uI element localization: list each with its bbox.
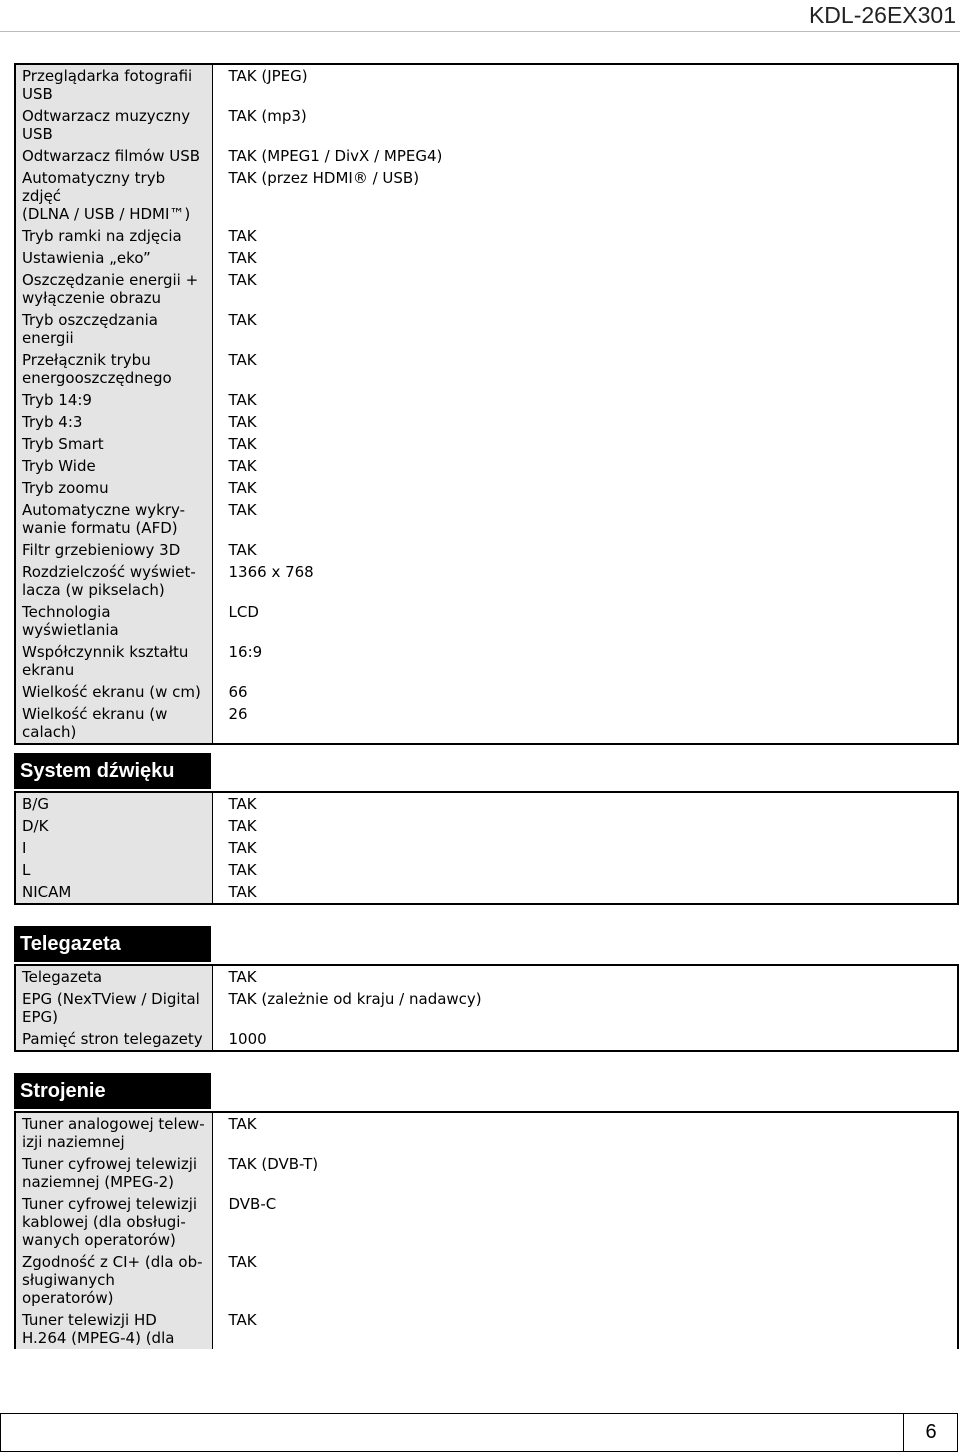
spec-row (15, 641, 958, 681)
spec-row (15, 561, 958, 601)
spec-label: Oszczędzanie energii + wyłączenie obrazu (15, 269, 212, 309)
spec-value: TAK (228, 479, 257, 497)
spec-label: NICAM (15, 881, 212, 904)
spec-label: Odtwarzacz filmów USB (15, 145, 212, 167)
spec-label: Tryb Wide (15, 455, 212, 477)
section-title-teletext: Telegazeta (14, 926, 211, 962)
spec-label: Tryb Smart (15, 433, 212, 455)
spec-value: TAK (228, 501, 257, 519)
spec-label: Tryb oszczędzania energii (15, 309, 212, 349)
header-rule (0, 31, 960, 32)
spec-label: Zgodność z CI+ (dla ob- sługiwanych operatorów) (15, 1251, 212, 1309)
spec-row (15, 1251, 958, 1309)
section-title-tuning: Strojenie (14, 1073, 211, 1109)
spec-row (15, 539, 958, 561)
spec-value: TAK (228, 391, 257, 409)
spec-label: Automatyczny tryb zdjęć (DLNA / USB / HDMI™) (15, 167, 212, 225)
spec-value: TAK (228, 413, 257, 431)
spec-row (15, 411, 958, 433)
spec-row (15, 1112, 958, 1153)
spec-value: TAK (228, 227, 257, 245)
page-number: 6 (925, 1421, 937, 1443)
spec-label: Tryb 4:3 (15, 411, 212, 433)
spec-label: Wielkość ekranu (w calach) (15, 703, 212, 744)
spec-value: TAK (228, 817, 257, 835)
spec-label: Tuner telewizji HD H.264 (MPEG-4) (dla (15, 1309, 212, 1349)
spec-value: TAK (228, 311, 257, 329)
spec-table-features (14, 63, 959, 745)
spec-label: Współczynnik kształtu ekranu (15, 641, 212, 681)
spec-value: TAK (228, 249, 257, 267)
spec-value: TAK (228, 861, 257, 879)
spec-row (15, 837, 958, 859)
spec-value: TAK (DVB-T) (228, 1155, 319, 1173)
spec-row (15, 965, 958, 988)
spec-label: Tuner analogowej telew- izji naziemnej (15, 1112, 212, 1153)
spec-row (15, 105, 958, 145)
spec-value: 1366 x 768 (228, 563, 314, 581)
spec-row (15, 681, 958, 703)
spec-label: Wielkość ekranu (w cm) (15, 681, 212, 703)
spec-table-tuning (14, 1111, 959, 1349)
spec-value: TAK (MPEG1 / DivX / MPEG4) (228, 147, 443, 165)
spec-label: Technologia wyświetlania (15, 601, 212, 641)
spec-label: Tryb ramki na zdjęcia (15, 225, 212, 247)
spec-value: DVB-C (228, 1195, 277, 1213)
spec-label: Pamięć stron telegazety (15, 1028, 212, 1051)
spec-value: TAK (mp3) (228, 107, 307, 125)
spec-row (15, 433, 958, 455)
spec-value: TAK (przez HDMI® / USB) (228, 169, 420, 187)
spec-row (15, 815, 958, 837)
spec-row (15, 499, 958, 539)
spec-label: Tuner cyfrowej telewizji naziemnej (MPEG-2) (15, 1153, 212, 1193)
spec-row (15, 1028, 958, 1051)
spec-row (15, 881, 958, 904)
spec-value: TAK (228, 1253, 257, 1271)
spec-label: Filtr grzebieniowy 3D (15, 539, 212, 561)
spec-value: TAK (zależnie od kraju / nadawcy) (228, 990, 482, 1008)
spec-table-teletext (14, 964, 959, 1052)
spec-value: 1000 (228, 1030, 267, 1048)
section-title-sound: System dźwięku (14, 753, 211, 789)
spec-value: TAK (228, 795, 257, 813)
spec-value: TAK (228, 1311, 257, 1329)
spec-row (15, 792, 958, 815)
spec-label: Automatyczne wykry- wanie formatu (AFD) (15, 499, 212, 539)
spec-value: TAK (JPEG) (228, 67, 308, 85)
spec-label: Przeglądarka fotografii USB (15, 64, 212, 105)
spec-row (15, 1153, 958, 1193)
spec-label: Przełącznik trybu energooszczędnego (15, 349, 212, 389)
spec-row (15, 988, 958, 1028)
spec-label: Telegazeta (15, 965, 212, 988)
model-number: KDL-26EX301 (808, 2, 956, 28)
spec-row (15, 1309, 958, 1349)
spec-label: Tuner cyfrowej telewizji kablowej (dla obsługi- wanych operatorów) (15, 1193, 212, 1251)
spec-value: TAK (228, 457, 257, 475)
page-footer (0, 1413, 958, 1452)
spec-label: Odtwarzacz muzyczny USB (15, 105, 212, 145)
spec-value: TAK (228, 351, 257, 369)
spec-row (15, 167, 958, 225)
spec-value: TAK (228, 541, 257, 559)
spec-row (15, 225, 958, 247)
spec-value: TAK (228, 435, 257, 453)
spec-label: B/G (15, 792, 212, 815)
spec-row (15, 349, 958, 389)
spec-table-sound (14, 791, 959, 905)
spec-value: LCD (228, 603, 259, 621)
spec-value: 26 (228, 705, 248, 723)
spec-row (15, 389, 958, 411)
spec-row (15, 145, 958, 167)
spec-row (15, 601, 958, 641)
spec-row (15, 269, 958, 309)
spec-row (15, 859, 958, 881)
spec-label: EPG (NexTView / Digital EPG) (15, 988, 212, 1028)
spec-label: Rozdzielczość wyświet- lacza (w pikselach) (15, 561, 212, 601)
spec-value: TAK (228, 1115, 257, 1133)
spec-row (15, 247, 958, 269)
spec-row (15, 309, 958, 349)
spec-value: TAK (228, 271, 257, 289)
spec-value: TAK (228, 883, 257, 901)
spec-value: 16:9 (228, 643, 263, 661)
spec-row (15, 1193, 958, 1251)
spec-label: Ustawienia „eko” (15, 247, 212, 269)
spec-label: L (15, 859, 212, 881)
spec-value: TAK (228, 968, 257, 986)
spec-row (15, 64, 958, 105)
spec-label: I (15, 837, 212, 859)
spec-label: Tryb zoomu (15, 477, 212, 499)
spec-value: 66 (228, 683, 248, 701)
spec-row (15, 703, 958, 744)
spec-value: TAK (228, 839, 257, 857)
spec-label: D/K (15, 815, 212, 837)
spec-row (15, 455, 958, 477)
spec-label: Tryb 14:9 (15, 389, 212, 411)
spec-row (15, 477, 958, 499)
